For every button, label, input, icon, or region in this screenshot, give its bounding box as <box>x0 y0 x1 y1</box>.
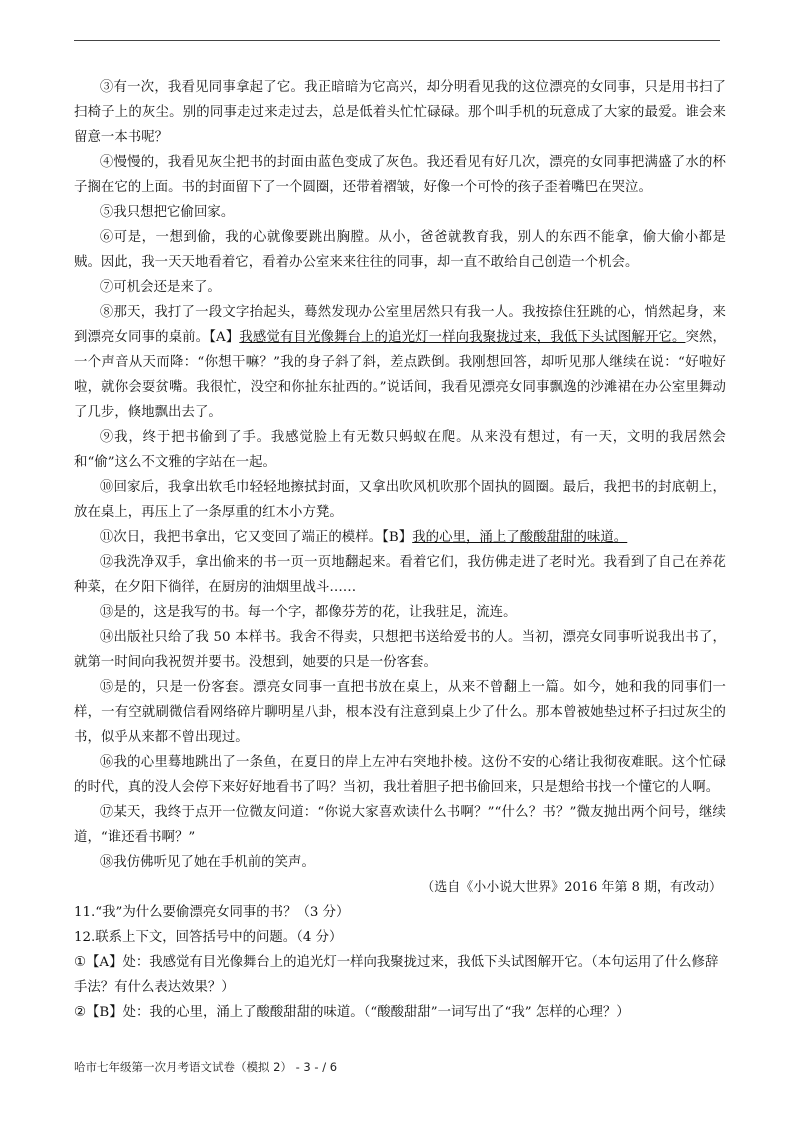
header-rule <box>74 40 720 41</box>
paragraph-10: ⑩回家后，我拿出软毛巾轻轻地擦拭封面，又拿出吹风机吹那个固执的圆圈。最后，我把书的封底朝上，放在桌上，再压上了一条厚重的红木小方凳。 <box>74 480 726 520</box>
paragraph-3: ③有一次，我看见同事拿起了它。我正暗暗为它高兴，却分明看见我的这位漂亮的女同事，只是用书扫了扫椅子上的灰尘。别的同事走过来走过去，总是低着头忙忙碌碌。那个叫手机的玩意成了大家的最爱。谁会来留意一本书呢？ <box>74 80 726 145</box>
paragraph-13: ⑬是的，这是我写的书。每一个字，都像芬芳的花，让我驻足，流连。 <box>99 605 517 620</box>
paragraph-12: ⑫我洗净双手，拿出偷来的书一页一页地翻起来。看着它们，我仿佛走进了老时光。我看到了自己在养花种菜，在夕阳下徜徉，在厨房的油烟里战斗…… <box>74 555 726 595</box>
sentence-b-underlined: 我的心里，涌上了酸酸甜甜的味道。 <box>412 530 628 545</box>
source-citation: （选自《小小说大世界》2016 年第 8 期，有改动） <box>421 880 722 895</box>
reading-passage <box>74 75 726 1025</box>
paragraph-14: ⑭出版社只给了我 50 本样书。我舍不得卖，只想把书送给爱书的人。当初，漂亮女同事听说我出书了，就第一时间向我祝贺并要书。没想到，她要的只是一份客套。 <box>74 630 726 670</box>
paragraph-11 <box>74 525 726 550</box>
paragraph-18: ⑱我仿佛听见了她在手机前的笑声。 <box>99 855 315 870</box>
paragraph-8 <box>74 300 726 425</box>
paragraph-17: ⑰某天，我终于点开一位微友问道：“你说大家喜欢读什么书啊？”“什么？书？”微友抛出两个问号，继续道，“谁还看书啊？” <box>74 805 726 845</box>
paragraph-11-lead: ⑪次日，我把书拿出，它又变回了端正的模样。【B】 <box>99 530 413 545</box>
sentence-a-underlined: 我感觉有目光像舞台上的追光灯一样向我聚拢过来，我低下头试图解开它。 <box>239 330 686 345</box>
paragraph-8-rest: 突然，一个声音从天而降：“你想干嘛？”我的身子斜了斜，差点跌倒。我刚想回答，却听见那人继续在说：“好啦好啦，就你会耍贫嘴。我很忙，没空和你扯东扯西的。”说话间，我看见漂亮女同事飘逸的沙滩裙在办公室里舞动了几步，倏地飘出去了。 <box>74 330 726 420</box>
paragraph-6: ⑥可是，一想到偷，我的心就像要跳出胸膛。从小，爸爸就教育我，别人的东西不能拿，偷大偷小都是贼。因此，我一天天地看着它，看着办公室来来往往的同事，却一直不敢给自己创造一个机会。 <box>74 230 726 270</box>
paragraph-5: ⑤我只想把它偷回家。 <box>99 205 235 220</box>
question-11: 11.“我”为什么要偷漂亮女同事的书？（3 分） <box>74 905 350 920</box>
paragraph-15: ⑮是的，只是一份客套。漂亮女同事一直把书放在桌上，从来不曾翻上一篇。如今，她和我的同事们一样，一有空就刷微信看网络碎片聊明星八卦，根本没有注意到桌上少了什么。那本曾被她垫过杯子扫过灰尘的书，似乎从来都不曾出现过。 <box>74 680 726 745</box>
paragraph-8-lead: ⑧那天，我打了一段文字抬起头，蓦然发现办公室里居然只有我一人。我按捺住狂跳的心，悄然起身，来到漂亮女同事的桌前。【A】 <box>74 305 726 345</box>
paragraph-16: ⑯我的心里蓦地跳出了一条鱼，在夏日的岸上左冲右突地扑棱。这份不安的心绪让我彻夜难眠。这个忙碌的时代，真的没人会停下来好好地看书了吗？当初，我壮着胆子把书偷回来，只是想给书找一个懂它的人啊。 <box>74 755 726 795</box>
paragraph-7: ⑦可机会还是来了。 <box>99 280 221 295</box>
question-12: 12.联系上下文，回答括号中的问题。（4 分） <box>74 930 343 945</box>
paragraph-4: ④慢慢的，我看见灰尘把书的封面由蓝色变成了灰色。我还看见有好几次，漂亮的女同事把满盛了水的杯子搁在它的上面。书的封面留下了一个圆圈，还带着褶皱，好像一个可怜的孩子歪着嘴巴在哭泣。 <box>74 155 726 195</box>
question-12-part-1: ①【A】处：我感觉有目光像舞台上的追光灯一样向我聚拢过来，我低下头试图解开它。（本句运用了什么修辞手法？有什么表达效果？） <box>74 955 719 995</box>
page-footer: 哈市七年级第一次月考语文试卷（模拟 2） - 3 - / 6 <box>74 1060 338 1074</box>
question-12-part-2: ②【B】处：我的心里，涌上了酸酸甜甜的味道。（“酸酸甜甜”一词写出了“我” 怎样的心理？） <box>74 1005 630 1020</box>
paragraph-9: ⑨我，终于把书偷到了手。我感觉脸上有无数只蚂蚁在爬。从来没有想过，有一天，文明的我居然会和“偷”这么不文雅的字站在一起。 <box>74 430 726 470</box>
